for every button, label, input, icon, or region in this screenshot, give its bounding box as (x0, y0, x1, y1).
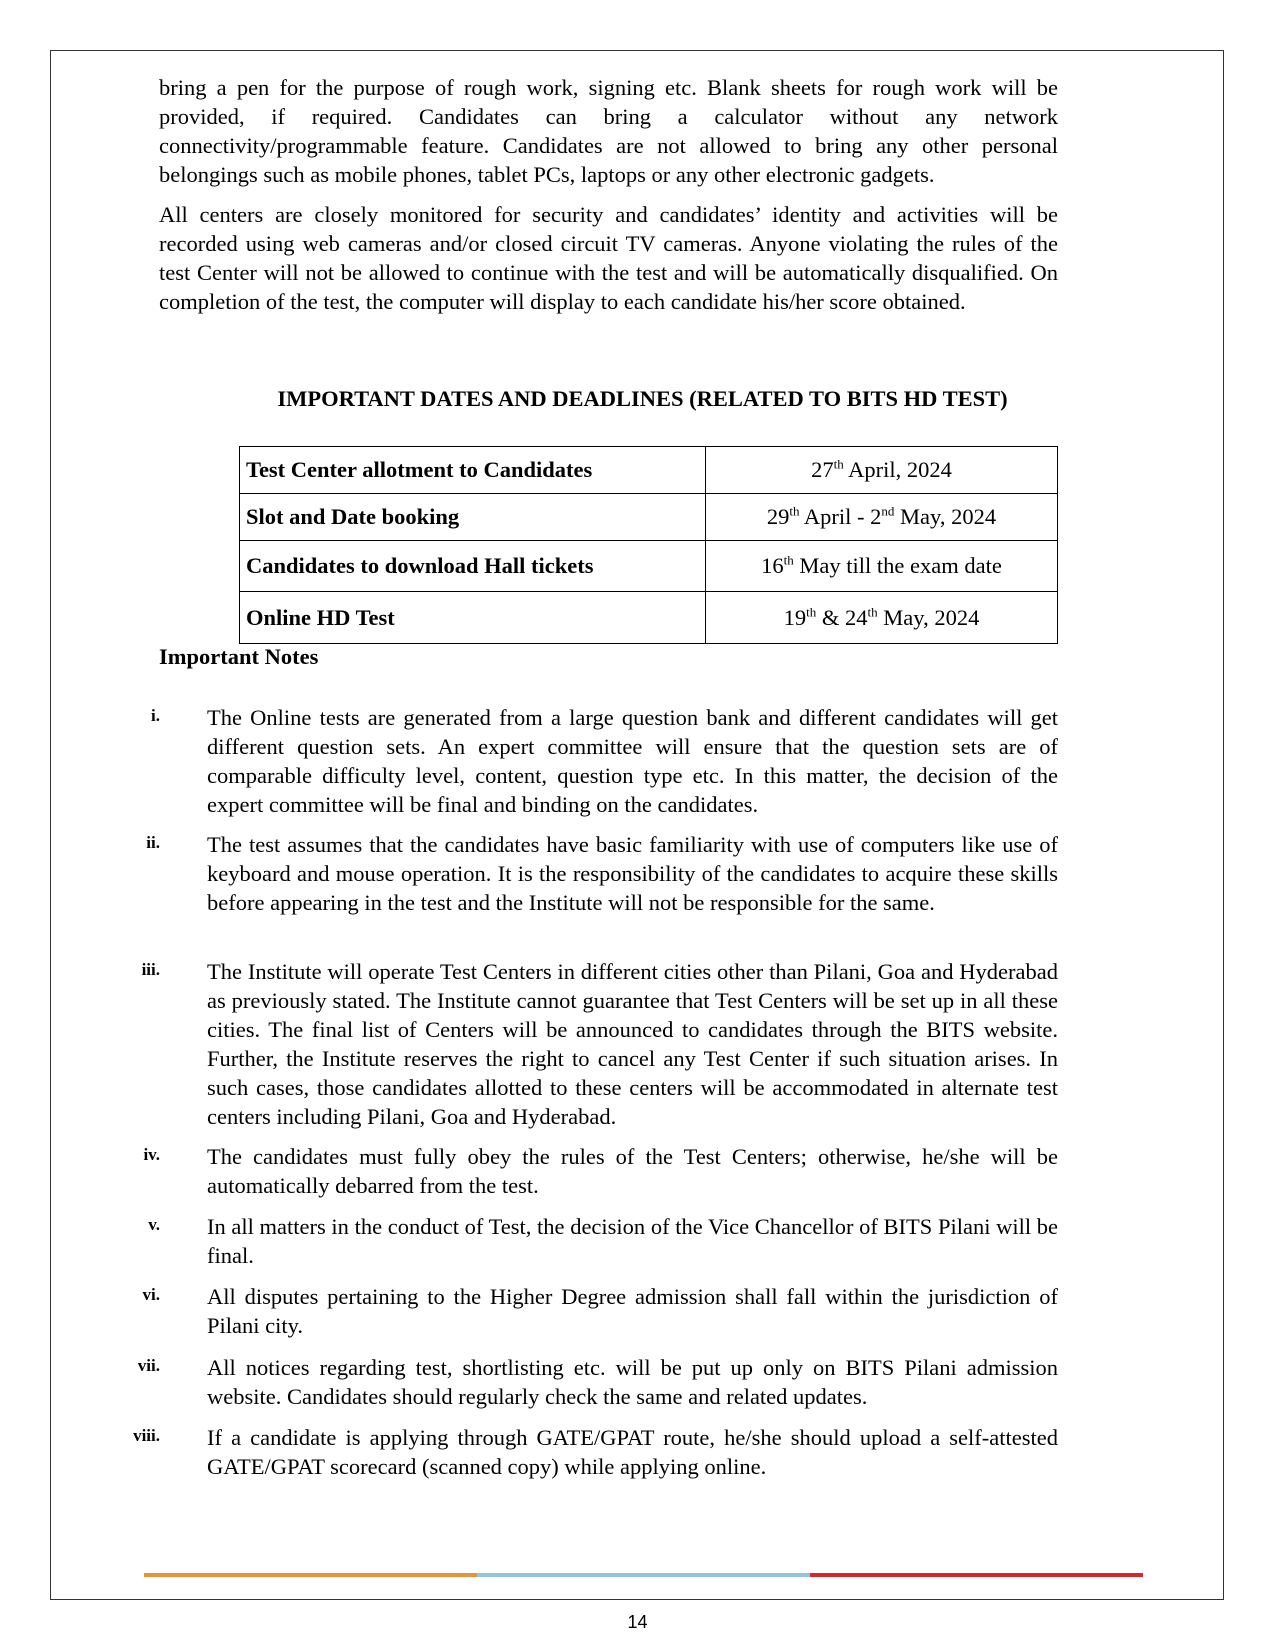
list-number: ii. (146, 833, 160, 852)
intro-paragraph: bring a pen for the purpose of rough work, signing etc. Blank sheets for rough work will be provided, if required. Candidates can bring a calculator without any network connectivity/programmable feature. Candidates are not allowed to bring any other personal belongings such as mobile phones, tablet PCs, laptops or any other electronic gadgets. (159, 75, 1058, 187)
list-text: The Institute will operate Test Centers in different cities other than Pilani, Goa and Hyderabad as previously stated. The Institute cannot guarantee that Test Centers will be set up in all these cities. The final list of Centers will be announced to candidates through the BITS website. Further, the Institute reserves the right to cancel any Test Center if such situation arises. In such cases, those candidates allotted to these centers will be accommodated in alternate test centers including Pilani, Goa and Hyderabad. (207, 959, 1058, 1129)
list-number: vi. (142, 1285, 160, 1304)
list-text: All disputes pertaining to the Higher Degree admission shall fall within the jurisdiction of Pilani city. (207, 1284, 1058, 1338)
list-number: iv. (143, 1145, 160, 1164)
table-cell-label: Candidates to download Hall tickets (240, 541, 706, 592)
list-text: In all matters in the conduct of Test, the decision of the Vice Chancellor of BITS Pilani will be final. (207, 1214, 1058, 1268)
table-row (240, 494, 1058, 541)
list-number: iii. (141, 960, 160, 979)
list-text: If a candidate is applying through GATE/GPAT route, he/she should upload a self-attested GATE/GPAT scorecard (scanned copy) while applying online. (207, 1425, 1058, 1479)
list-number: viii. (133, 1426, 160, 1445)
list-text: The candidates must fully obey the rules of the Test Centers; otherwise, he/she will be automatically debarred from the test. (207, 1144, 1058, 1198)
list-text: The Online tests are generated from a large question bank and different candidates will get different question sets. An expert committee will ensure that the question sets are of comparable difficulty level, content, question type etc. In this matter, the decision of the expert committee will be final and binding on the candidates. (207, 705, 1058, 817)
table-cell-label: Test Center allotment to Candidates (240, 447, 706, 494)
footer-bar-red (810, 1573, 1143, 1577)
list-text: All notices regarding test, shortlisting etc. will be put up only on BITS Pilani admission website. Candidates should regularly check the same and related updates. (207, 1355, 1058, 1409)
list-number: vii. (137, 1356, 160, 1375)
list-text: The test assumes that the candidates have basic familiarity with use of computers like use of keyboard and mouse operation. It is the responsibility of the candidates to acquire these skills before appearing in the test and the Institute will not be responsible for the same. (207, 832, 1058, 915)
table-cell-label: Slot and Date booking (240, 494, 706, 541)
notes-heading: Important Notes (159, 644, 319, 669)
table-cell-label: Online HD Test (240, 592, 706, 644)
footer-bar-blue (477, 1573, 810, 1577)
table-cell-value: 29th April - 2nd May, 2024 (706, 494, 1058, 541)
list-number: i. (151, 706, 160, 725)
page-number: 14 (627, 1612, 648, 1632)
list-number: v. (148, 1215, 160, 1234)
footer-bar-orange (144, 1573, 477, 1577)
table-row (240, 592, 1058, 644)
dates-heading: IMPORTANT DATES AND DEADLINES (RELATED TO BITS HD TEST) (277, 386, 1008, 411)
table-row (240, 447, 1058, 494)
table-cell-value: 27th April, 2024 (706, 447, 1058, 494)
dates-table (239, 446, 1058, 644)
table-cell-value: 16th May till the exam date (706, 541, 1058, 592)
intro-paragraph: All centers are closely monitored for security and candidates’ identity and activities will be recorded using web cameras and/or closed circuit TV cameras. Anyone violating the rules of the test Center will not be allowed to continue with the test and will be automatically disqualified. On completion of the test, the computer will display to each candidate his/her score obtained. (159, 202, 1058, 314)
table-cell-value: 19th & 24th May, 2024 (706, 592, 1058, 644)
table-row (240, 541, 1058, 592)
